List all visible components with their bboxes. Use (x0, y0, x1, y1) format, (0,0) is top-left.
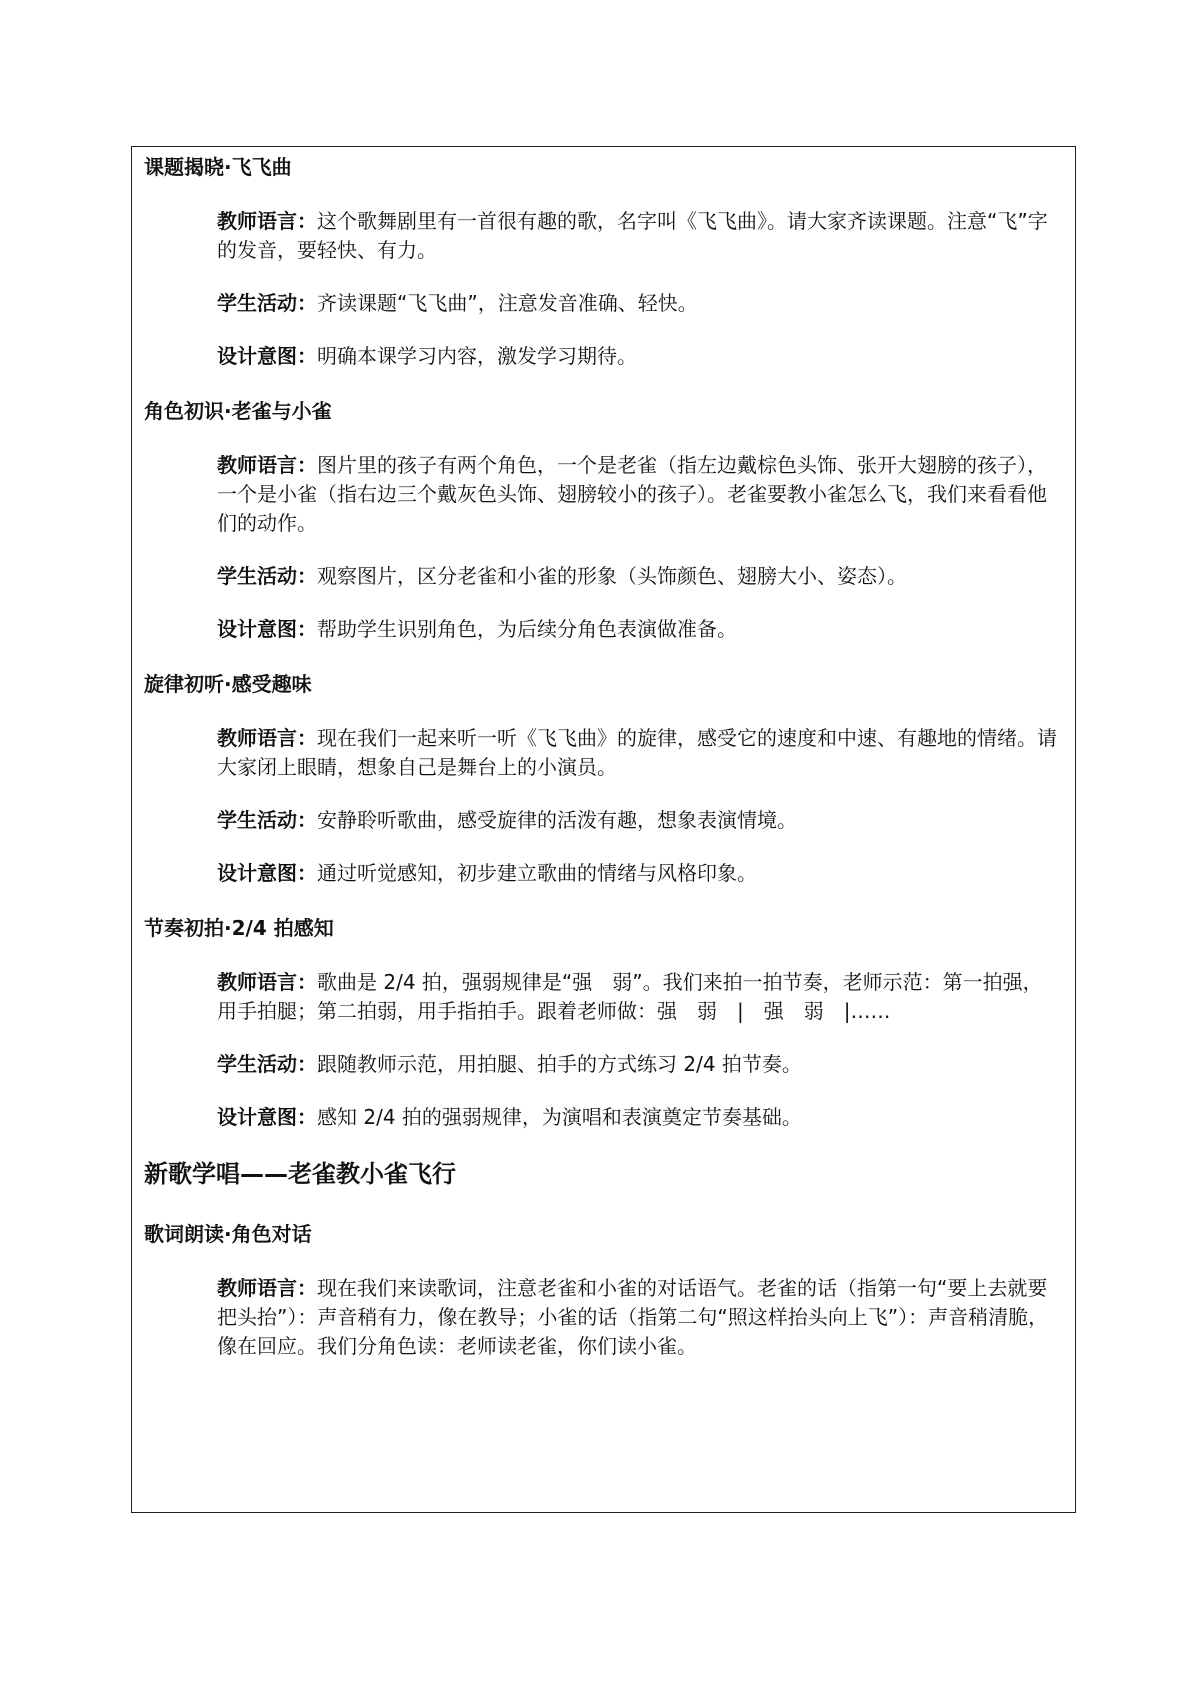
teacher-language-paragraph (144, 451, 1072, 538)
item-label: 学生活动： (217, 808, 317, 832)
section-role-intro (144, 395, 1072, 644)
item-label: 设计意图： (217, 861, 317, 885)
major-heading: 新歌学唱——老雀教小雀飞行 (144, 1160, 456, 1188)
item-text: 帮助学生识别角色，为后续分角色表演做准备。 (317, 617, 737, 641)
teacher-language-paragraph (144, 968, 1072, 1026)
section-heading: 歌词朗读·角色对话 (144, 1222, 312, 1246)
item-text: 安静聆听歌曲，感受旋律的活泼有趣，想象表演情境。 (317, 808, 797, 832)
section-heading: 角色初识·老雀与小雀 (144, 399, 332, 423)
section-melody-listening (144, 668, 1072, 888)
document-content (144, 151, 1072, 1385)
item-text: 图片里的孩子有两个角色，一个是老雀（指左边戴棕色头饰、张开大翅膀的孩子），一个是小雀（指右边三个戴灰色头饰、翅膀较小的孩子）。老雀要教小雀怎么飞，我们来看看他们的动作。 (217, 453, 1047, 535)
student-activity-paragraph (144, 1050, 1072, 1079)
item-text: 跟随教师示范，用拍腿、拍手的方式练习 2/4 拍节奏。 (317, 1052, 802, 1076)
section-heading: 节奏初拍·2/4 拍感知 (144, 916, 334, 940)
item-label: 教师语言： (217, 1276, 317, 1300)
design-intent-paragraph (144, 342, 1072, 371)
design-intent-paragraph (144, 1103, 1072, 1132)
item-label: 设计意图： (217, 1105, 317, 1129)
teacher-language-paragraph (144, 1274, 1072, 1361)
section-heading: 课题揭晓·飞飞曲 (144, 155, 292, 179)
section-title-reveal (144, 151, 1072, 371)
item-text: 齐读课题“飞飞曲”，注意发音准确、轻快。 (317, 291, 698, 315)
item-label: 教师语言： (217, 726, 317, 750)
item-label: 学生活动： (217, 291, 317, 315)
item-text: 观察图片，区分老雀和小雀的形象（头饰颜色、翅膀大小、姿态）。 (317, 564, 907, 588)
section-heading: 旋律初听·感受趣味 (144, 672, 312, 696)
item-text: 通过听觉感知，初步建立歌曲的情绪与风格印象。 (317, 861, 757, 885)
item-text: 现在我们一起来听一听《飞飞曲》的旋律，感受它的速度和中速、有趣地的情绪。请大家闭上眼睛，想象自己是舞台上的小演员。 (217, 726, 1057, 779)
item-label: 教师语言： (217, 970, 317, 994)
item-text: 明确本课学习内容，激发学习期待。 (317, 344, 637, 368)
table-cell-frame (131, 146, 1076, 1513)
design-intent-paragraph (144, 859, 1072, 888)
item-label: 教师语言： (217, 209, 317, 233)
item-text: 这个歌舞剧里有一首很有趣的歌，名字叫《飞飞曲》。请大家齐读课题。注意“飞”字的发音，要轻快、有力。 (217, 209, 1048, 262)
item-label: 教师语言： (217, 453, 317, 477)
item-label: 设计意图： (217, 344, 317, 368)
section-lyrics-reading (144, 1218, 1072, 1361)
item-text: 歌曲是 2/4 拍，强弱规律是“强 弱”。我们来拍一拍节奏，老师示范：第一拍强，用手拍腿；第二拍弱，用手指拍手。跟着老师做：强 弱 | 强 弱 |…… (217, 970, 1043, 1023)
item-text: 感知 2/4 拍的强弱规律，为演唱和表演奠定节奏基础。 (317, 1105, 802, 1129)
student-activity-paragraph (144, 806, 1072, 835)
item-text: 现在我们来读歌词，注意老雀和小雀的对话语气。老雀的话（指第一句“要上去就要把头抬”）：声音稍有力，像在教导；小雀的话（指第二句“照这样抬头向上飞”）：声音稍清脆，像在回应。我们分角色读：老师读老雀，你们读小雀。 (217, 1276, 1049, 1358)
student-activity-paragraph (144, 289, 1072, 318)
item-label: 设计意图： (217, 617, 317, 641)
item-label: 学生活动： (217, 1052, 317, 1076)
item-label: 学生活动： (217, 564, 317, 588)
student-activity-paragraph (144, 562, 1072, 591)
section-rhythm-clapping (144, 912, 1072, 1132)
design-intent-paragraph (144, 615, 1072, 644)
teacher-language-paragraph (144, 724, 1072, 782)
teacher-language-paragraph (144, 207, 1072, 265)
